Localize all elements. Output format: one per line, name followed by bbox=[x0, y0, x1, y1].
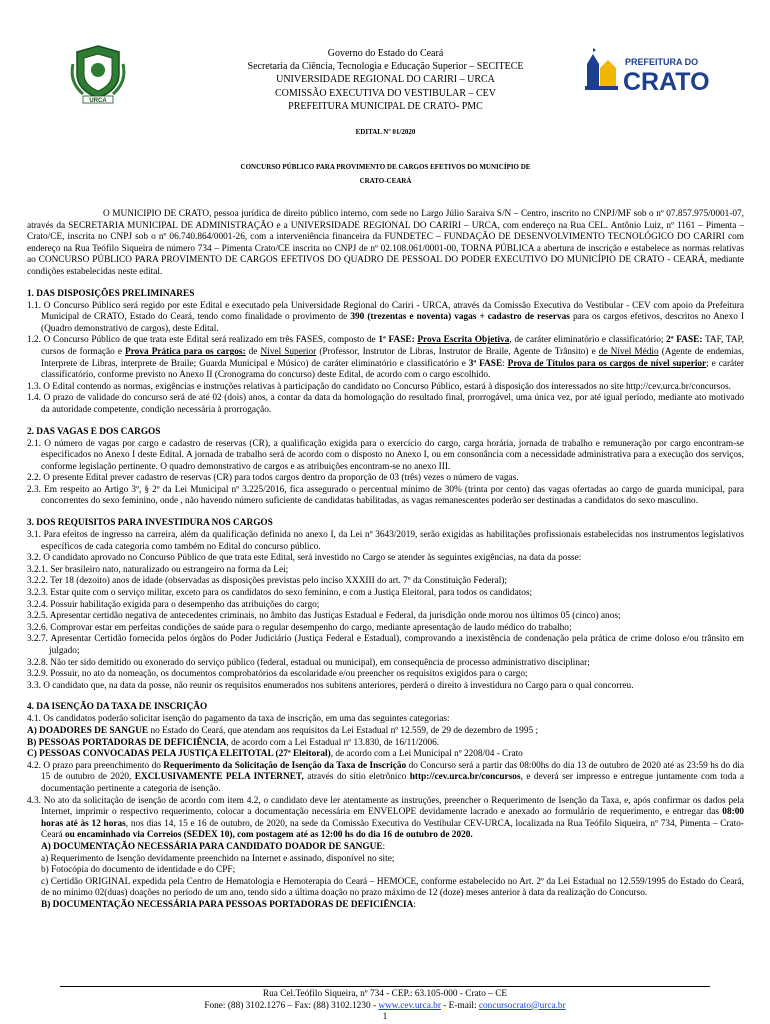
item-3-1: 3.1. Para efeitos de ingresso na carreira, além da qualificação definida no anexo I, da Lei nº 3643/2019, serão exigidas as habilitações profissionais estabelecidas nos instrumentos legislativos específicos de cada categoria como também no Edital do concurso público. bbox=[27, 530, 744, 552]
doc-a-title: A) DOCUMENTAÇÃO NECESSÁRIA PARA CANDIDATO DOADOR DE SANGUE: bbox=[41, 841, 386, 852]
category-a: A) DOADORES DE SANGUE no Estado do Ceará, que atendam aos requisitos da Lei Estadual nº 12.559, de 29 de dezembro de 1995 ; bbox=[27, 725, 539, 736]
header-line: COMISSÃO EXECUTIVA DO VESTIBULAR – CEV bbox=[274, 87, 497, 99]
footer-divider bbox=[60, 986, 710, 987]
doc-b-title: B) DOCUMENTAÇÃO NECESSÁRIA PARA PESSOAS PORTADORAS DE DEFICIÊNCIA: bbox=[41, 899, 416, 910]
prefeitura-crato-logo bbox=[583, 46, 723, 96]
logo-big-text: CRATO bbox=[623, 68, 710, 96]
section-title: 4. DA ISENÇÃO DA TAXA DE INSCRIÇÃO bbox=[27, 702, 208, 713]
item-3-2: 3.2. O candidato aprovado no Concurso Público de que trata este Edital, será investido no Cargo se atender às seguintes exigências, na data da posse: bbox=[27, 553, 582, 564]
item-1-4: 1.4. O prazo de validade do concurso será de até 02 (dois) anos, a contar da data da homologação do resultado final, prorrogável, uma única vez, por até igual período, mediante ato motivado da autoridade competente, condição necessária à prorrogação. bbox=[27, 393, 744, 415]
doc-a-item: c) Certidão ORIGINAL expedida pela Centro de Hematologia e Hemoterapia do Ceará – HEMOCE, conforme estabelecido no Art. 2º da Lei Estadual no 12.559/1995 do Estado do Ceará, de no mínimo 02(duas) doações no período de um ano, tendo sido a última doação no prazo máximo de 12 (doze) meses anterior à data da realização do Concurso. bbox=[41, 876, 744, 899]
header-line: PREFEITURA MUNICIPAL DE CRATO- PMC bbox=[288, 100, 483, 112]
logo-top-text: PREFEITURA DO bbox=[625, 57, 699, 67]
section-title: 2. DAS VAGAS E DOS CARGOS bbox=[27, 426, 161, 437]
category-b: B) PESSOAS PORTADORAS DE DEFICIÊNCIA, de acordo com a Lei Estadual nº 13.830, de 16/11/2006. bbox=[27, 737, 440, 748]
doc-a-item: b) Fotocópia do documento de identidade e do CPF; bbox=[41, 865, 236, 876]
item-4-1: 4.1. Os candidatos poderão solicitar isenção do pagamento da taxa de inscrição, em uma das seguintes categorias: bbox=[27, 714, 450, 725]
doc-a-item: a) Requerimento de Isenção devidamente preenchido na Internet e assinado, disponível no site; bbox=[41, 853, 395, 864]
section-title: 1. DAS DISPOSIÇÕES PRELIMINARES bbox=[27, 288, 195, 299]
item-4-2: 4.2. O prazo para preenchimento do Requerimento da Solicitação de Isenção da Taxa de Inscrição do Concurso será a partir das 08:00hs do dia 13 de outubro de 2020 até as 23:59 hs do dia 15 de outubro de 2020, EXCLUSIVAMENTE PELA INTERNET, através do sítio eletrônico http://cev.urca.br/concursos, e deverá ser impresso e entregue juntamente com toda a documentação pertinente a categoria de isenção. bbox=[27, 760, 744, 794]
footer-address: Rua Cel.Teófilo Siqueira, nº 734 - CEP.: 63.105-000 - Crato – CE bbox=[262, 989, 508, 999]
item-1-2: 1.2. O Concurso Público de que trata este Edital será realizado em três FASES, composto de 1ª FASE: Prova Escrita Objetiva, de caráter eliminatório e classificatório; 2ª FASE: TAF, TAP, cursos de formação e Prova Prática para os cargos: de Nível Superior (Professor, Instrutor de Libras, Instrutor de Braile, Agente de Trânsito) e de Nível Médio (Agente de endemias, Interprete de Libras, interprete de Braile; Guarda Municipal e Músico) de caráter eliminatório e classificatório e 3ª FASE: Prova de Títulos para os cargos de nível superior; e caráter classificatório, conforme previsto no Anexo II (Cronograma do concurso) deste Edital, de acordo com o cargo escolhido. bbox=[27, 335, 745, 381]
concurso-title-line: CONCURSO PÚBLICO PARA PROVIMENTO DE CARGOS EFETIVOS DO MUNICÍPIO DE bbox=[240, 163, 531, 171]
item-3-2-8: 3.2.8. Não ter sido demitido ou exonerado do serviço público (federal, estadual ou municipal), em consequência de processo administrativo disciplinar; bbox=[27, 657, 590, 668]
item-3-2-3: 3.2.3. Estar quite com o serviço militar, exceto para os candidatos do sexo feminino, e com a Justiça Eleitoral, para todos os candidatos; bbox=[27, 588, 533, 599]
page-number: 1 bbox=[382, 1012, 388, 1023]
header-line: Secretaria da Ciência, Tecnologia e Educação Superior – SECITECE bbox=[247, 61, 524, 73]
item-2-3: 2.3. Em respeito ao Artigo 3º, § 2º da Lei Municipal nº 3.225/2016, fica assegurado o percentual mínimo de 30% (trinta por cento) das vagas ofertadas ao cargo de guarda municipal, para concorrentes do sexo feminino, onde , não havendo número suficiente de candidatas habilitadas, as vagas remanescentes poderão ser destinadas a candidatos do sexo masculino. bbox=[27, 484, 744, 507]
category-c: C) PESSOAS CONVOCADAS PELA JUSTIÇA ELEITOTAL (27ª Eleitoral), de acordo com a Lei Municipal nº 2208/04 - Crato bbox=[27, 749, 523, 760]
item-3-2-9: 3.2.9. Possuir, no ato da nomeação, os documentos comprobatórios da escolaridade e/ou preencher os requisitos exigidos para o cargo; bbox=[27, 669, 528, 680]
item-3-2-6: 3.2.6. Comprovar estar em perfeitas condições de saúde para o regular desempenho do cargo, mediante apresentação de laudo médico do trabalho; bbox=[27, 622, 572, 633]
document-header bbox=[27, 0, 744, 120]
email-link[interactable]: concursocrato@urca.br bbox=[478, 1000, 566, 1011]
header-line: Governo do Estado do Ceará bbox=[327, 48, 444, 59]
header-line: UNIVERSIDADE REGIONAL DO CARIRI – URCA bbox=[276, 74, 495, 86]
item-1-1: 1.1. O Concurso Público será regido por este Edital e executado pela Universidade Regional do Cariri - URCA, através da Comissão Executiva do Vestibular - CEV com apoio da Prefeitura Municipal de CRATO, Estado do Ceará, tendo como finalidade o provimento de 390 (trezentas e noventa) vagas + cadastro de reservas para os cargos efetivos, descritos no Anexo I (Quadro demonstrativo de cargos), deste Edital. bbox=[27, 300, 744, 334]
intro-paragraph: O MUNICIPIO DE CRATO, pessoa jurídica de direito público interno, com sede no Largo Júlio Saraiva S/N – Centro, inscrito no CNPJ/MF sob o nº 07.857.975/0001-07, através da SECRETARIA MUNICIPAL DE ADMINISTRAÇÃO e a UNIVERSIDADE REGIONAL DO CARIRI – URCA, com endereço na Rua CEL. Antônio Luiz, nº 1161 – Pimenta – Crato/CE, inscrita no CNPJ sob o nº 06.740.864/0001-26, com a interveniência financeira da FUNDETEC – FUNDAÇÃO DE DESENVOLVIMENTO TECNOLÓGICO DO CARIRI com endereço na Rua Teófilo Siqueira de número 734 – Pimenta Crato/CE inscrita no CNPJ de nº 02.108.061/0001-00, TORNA PÚBLICA a abertura de inscrição e estabelece as normas relativas ao CONCURSO PÚBLICO PARA PROVIMENTO DE CARGOS EFETIVOS DO QUADRO DE PESSOAL DO PODER EXECUTIVO DO MUNICÍPIO DE CRATO - CEARÁ, mediante condições estabelecidas neste edital. bbox=[27, 209, 744, 277]
item-3-2-5: 3.2.5. Apresentar certidão negativa de antecedentes criminais, no âmbito das Justiças Estadual e Federal, da jurisdição onde morou nos últimos 05 (cinco) anos; bbox=[27, 611, 621, 622]
item-2-2: 2.2. O presente Edital prever cadastro de reservas (CR) para todos cargos dentro da proporção de 03 (três) vezes o número de vagas. bbox=[27, 473, 519, 484]
page-footer bbox=[0, 986, 770, 1024]
item-3-2-2: 3.2.2. Ter 18 (dezoito) anos de idade (observadas as disposições previstas pelo inciso XXXIII do art. 7º da Constituição Federal); bbox=[27, 576, 507, 587]
item-3-3: 3.3. O candidato que, na data da posse, não reunir os requisitos enumerados nos subitens anteriores, perderá o direito à investidura no Cargo para o qual concorreu. bbox=[27, 680, 634, 691]
item-2-1: 2.1. O número de vagas por cargo e cadastro de reservas (CR), a qualificação exigida para o exercício do cargo, carga horária, jornada de trabalho e remuneração por cargo encontram-se especificados no Anexo I deste Edital. A jornada de trabalho será de acordo com o disposto no Anexo I, ou em consonância com a necessidade administrativa para a execução dos serviços, conforme legislação pertinente. O quadro demonstrativo de cargos e as atribuições encontram-se no anexo III. bbox=[27, 438, 744, 472]
crest-text: URCA bbox=[89, 98, 107, 104]
concurso-title-line: CRATO-CEARÁ bbox=[359, 177, 412, 185]
item-3-2-1: 3.2.1. Ser brasileiro nato, naturalizado ou estrangeiro na forma da Lei; bbox=[27, 564, 289, 575]
item-3-2-7: 3.2.7. Apresentar Certidão fornecida pelos órgãos do Poder Judiciário (Justiça Federal e Estadual), comprovando a inexistência de condenação pela prática de crime doloso e/ou trânsito em julgado; bbox=[27, 634, 744, 656]
site-link[interactable]: www.cev.urca.br bbox=[378, 1000, 441, 1011]
footer-contact: Fone: (88) 3102.1276 – Fax: (88) 3102.1230 - www.cev.urca.br - E-mail: concursocrato@urca.br bbox=[204, 1000, 566, 1011]
edital-number: EDITAL Nº 01/2020 bbox=[355, 128, 416, 136]
item-4-3: 4.3. No ato da solicitação de isenção de acordo com item 4.2, o candidato deve ler atentamente as instruções, preencher o Requerimento de Isenção da Taxa, e, após confirmar os dados pela Internet, imprimir o respectivo requerimento, colocar a documentação necessária em ENVELOPE devidamente lacrado e anexado ao formulário de requerimento, e entregar das 08:00 horas até às 12 horas, nos dias 14, 15 e 16 de outubro, de 2020, na sede da Comissão Executiva do Vestibular CEV-URCA, localizada na Rua Teófilo Siqueira, nº 734, Pimenta – Crato-Ceará ou encaminhado via Correios (SEDEX 10), com postagem até as 12:00 hs do dia 16 de outubro de 2020. bbox=[27, 795, 745, 841]
item-1-3: 1.3. O Edital contendo as normas, exigências e instruções relativas à participação do candidato no Concurso Público, estará à disposição dos interessados no site http://cev.urca.br/concursos. bbox=[27, 381, 731, 392]
concurso-title bbox=[27, 160, 744, 188]
section-title: 3. DOS REQUISITOS PARA INVESTIDURA NOS CARGOS bbox=[27, 518, 273, 529]
item-3-2-4: 3.2.4. Possuir habilitação exigida para o desempenho das atribuições do cargo; bbox=[27, 599, 320, 610]
document-page bbox=[27, 0, 744, 911]
